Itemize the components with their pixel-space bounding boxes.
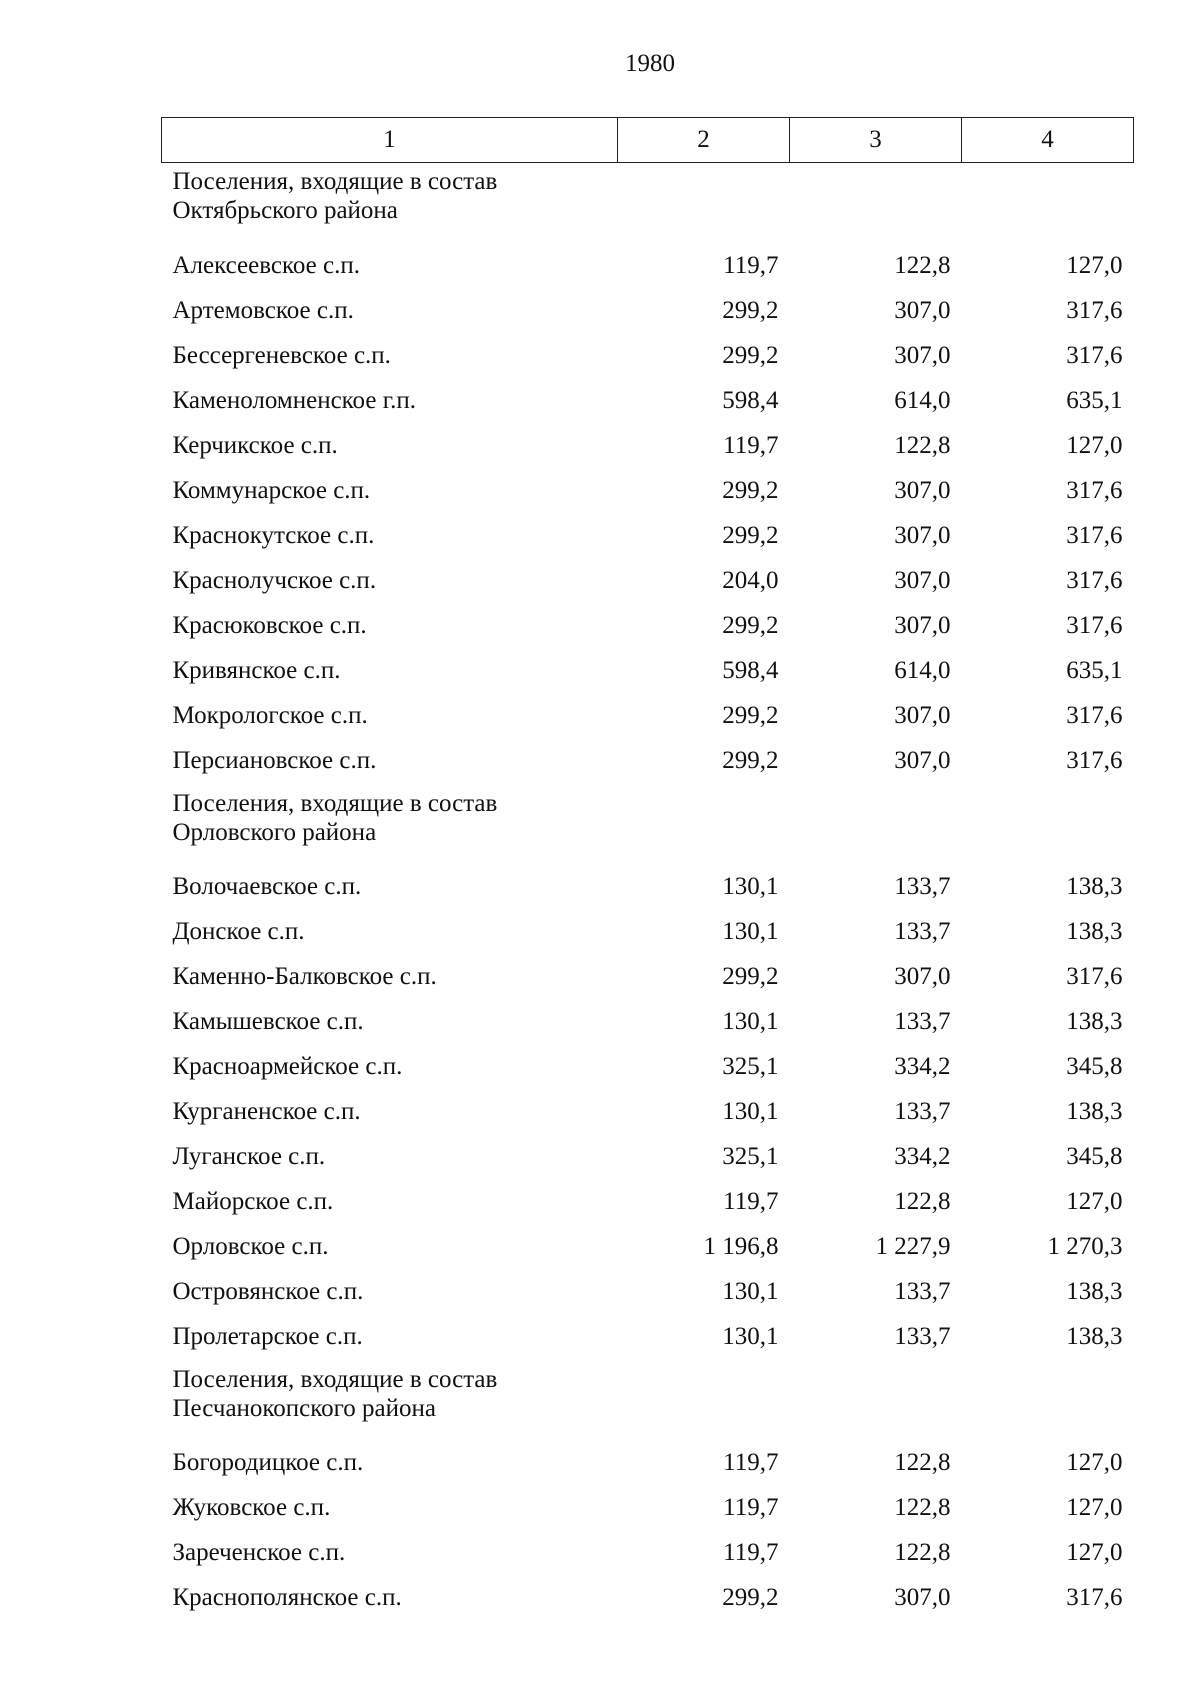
group-heading-row <box>162 1359 1134 1440</box>
value-col-2: 119,7 <box>723 1538 779 1566</box>
page-number: 1980 <box>625 50 675 77</box>
settlement-name: Кривянское с.п. <box>172 656 341 684</box>
value-col-3: 133,7 <box>894 1097 951 1125</box>
value-col-4: 127,0 <box>1066 1448 1123 1476</box>
table-row <box>162 423 1134 468</box>
table-row <box>162 1134 1134 1179</box>
settlement-name: Краснокутское с.п. <box>172 521 375 549</box>
table-row <box>162 1044 1134 1089</box>
table-row <box>162 603 1134 648</box>
value-col-4: 138,3 <box>1066 1322 1123 1350</box>
value-col-4: 127,0 <box>1066 1493 1123 1521</box>
settlement-name: Волочаевское с.п. <box>172 872 362 900</box>
value-col-3: 307,0 <box>894 701 951 729</box>
value-col-4: 345,8 <box>1066 1052 1123 1080</box>
value-col-4: 317,6 <box>1066 566 1123 594</box>
value-col-3: 307,0 <box>894 962 951 990</box>
value-col-2: 130,1 <box>722 1322 779 1350</box>
value-col-4: 317,6 <box>1066 1583 1123 1611</box>
value-col-4: 317,6 <box>1066 611 1123 639</box>
value-col-4: 317,6 <box>1066 701 1123 729</box>
empty-cell <box>790 163 962 244</box>
settlement-name: Бессергеневское с.п. <box>172 341 391 369</box>
table-row <box>162 1224 1134 1269</box>
value-col-3: 122,8 <box>894 1538 951 1566</box>
value-col-2: 299,2 <box>722 341 779 369</box>
table-row <box>162 1440 1134 1485</box>
value-col-4: 138,3 <box>1066 872 1123 900</box>
table-row <box>162 468 1134 513</box>
table-row <box>162 909 1134 954</box>
column-header-2: 2 <box>618 118 790 163</box>
empty-cell <box>618 163 790 244</box>
settlement-name: Артемовское с.п. <box>172 296 354 324</box>
settlement-name: Каменоломненское г.п. <box>172 386 417 414</box>
value-col-3: 307,0 <box>894 1583 951 1611</box>
empty-cell <box>618 1359 790 1440</box>
table-row <box>162 1575 1134 1620</box>
settlement-name: Краснолучское с.п. <box>172 566 377 594</box>
header-row <box>162 118 1134 163</box>
empty-cell <box>618 783 790 864</box>
table-row <box>162 288 1134 333</box>
settlement-name: Донское с.п. <box>172 917 305 945</box>
value-col-4: 127,0 <box>1066 431 1123 459</box>
value-col-3: 122,8 <box>894 1187 951 1215</box>
table-row <box>162 999 1134 1044</box>
value-col-3: 307,0 <box>894 341 951 369</box>
group-heading: Поселения, входящие в состав Песчанокопского района <box>172 1366 498 1422</box>
settlement-name: Орловское с.п. <box>172 1232 329 1260</box>
value-col-2: 299,2 <box>722 746 779 774</box>
value-col-4: 345,8 <box>1066 1142 1123 1170</box>
value-col-2: 1 196,8 <box>703 1232 779 1260</box>
value-col-4: 138,3 <box>1066 917 1123 945</box>
value-col-2: 130,1 <box>722 917 779 945</box>
value-col-4: 317,6 <box>1066 341 1123 369</box>
value-col-3: 122,8 <box>894 251 951 279</box>
value-col-2: 325,1 <box>722 1142 779 1170</box>
value-col-3: 307,0 <box>894 296 951 324</box>
value-col-2: 119,7 <box>723 431 779 459</box>
settlement-name: Богородицкое с.п. <box>172 1448 364 1476</box>
value-col-4: 635,1 <box>1066 656 1123 684</box>
value-col-2: 299,2 <box>722 611 779 639</box>
value-col-3: 307,0 <box>894 521 951 549</box>
value-col-4: 317,6 <box>1066 521 1123 549</box>
settlement-name: Красноармейское с.п. <box>172 1052 403 1080</box>
table-row <box>162 1179 1134 1224</box>
value-col-2: 130,1 <box>722 1007 779 1035</box>
group-heading-row <box>162 783 1134 864</box>
value-col-2: 130,1 <box>722 872 779 900</box>
settlement-name: Пролетарское с.п. <box>172 1322 363 1350</box>
settlement-name: Краснополянское с.п. <box>172 1583 402 1611</box>
table-body <box>162 163 1134 1621</box>
empty-cell <box>962 1359 1134 1440</box>
empty-cell <box>962 163 1134 244</box>
table-row <box>162 558 1134 603</box>
table-row <box>162 243 1134 288</box>
table-row <box>162 1269 1134 1314</box>
table-row <box>162 864 1134 909</box>
table-row <box>162 378 1134 423</box>
value-col-4: 138,3 <box>1066 1277 1123 1305</box>
table-row <box>162 1089 1134 1134</box>
value-col-3: 307,0 <box>894 611 951 639</box>
value-col-3: 614,0 <box>894 656 951 684</box>
settlement-name: Каменно-Балковское с.п. <box>172 962 437 990</box>
value-col-3: 133,7 <box>894 1277 951 1305</box>
value-col-2: 119,7 <box>723 1448 779 1476</box>
value-col-3: 307,0 <box>894 566 951 594</box>
settlement-name: Мокрологское с.п. <box>172 701 368 729</box>
settlement-name: Жуковское с.п. <box>172 1493 331 1521</box>
table-row <box>162 1530 1134 1575</box>
value-col-3: 122,8 <box>894 1448 951 1476</box>
value-col-3: 133,7 <box>894 872 951 900</box>
value-col-3: 614,0 <box>894 386 951 414</box>
table-row <box>162 738 1134 783</box>
empty-cell <box>962 783 1134 864</box>
table-row <box>162 693 1134 738</box>
value-col-2: 299,2 <box>722 962 779 990</box>
value-col-2: 299,2 <box>722 476 779 504</box>
column-header-3: 3 <box>790 118 962 163</box>
table-row <box>162 648 1134 693</box>
value-col-3: 334,2 <box>894 1052 951 1080</box>
value-col-3: 133,7 <box>894 1007 951 1035</box>
table-row <box>162 1314 1134 1359</box>
value-col-3: 1 227,9 <box>875 1232 951 1260</box>
settlement-name: Красюковское с.п. <box>172 611 367 639</box>
settlement-name: Курганенское с.п. <box>172 1097 361 1125</box>
value-col-3: 122,8 <box>894 431 951 459</box>
value-col-2: 119,7 <box>723 251 779 279</box>
value-col-4: 635,1 <box>1066 386 1123 414</box>
value-col-4: 317,6 <box>1066 962 1123 990</box>
value-col-3: 122,8 <box>894 1493 951 1521</box>
table-row <box>162 954 1134 999</box>
value-col-2: 299,2 <box>722 521 779 549</box>
value-col-4: 317,6 <box>1066 476 1123 504</box>
value-col-2: 130,1 <box>722 1097 779 1125</box>
settlement-name: Луганское с.п. <box>172 1142 326 1170</box>
settlement-name: Алексеевское с.п. <box>172 251 360 279</box>
table-row <box>162 333 1134 378</box>
value-col-2: 130,1 <box>722 1277 779 1305</box>
table-row <box>162 513 1134 558</box>
value-col-2: 119,7 <box>723 1187 779 1215</box>
value-col-2: 299,2 <box>722 296 779 324</box>
table-header <box>162 118 1134 163</box>
value-col-4: 138,3 <box>1066 1097 1123 1125</box>
value-col-3: 307,0 <box>894 476 951 504</box>
value-col-4: 127,0 <box>1066 1187 1123 1215</box>
empty-cell <box>790 1359 962 1440</box>
settlement-name: Коммунарское с.п. <box>172 476 371 504</box>
data-table <box>161 117 1134 1620</box>
value-col-2: 204,0 <box>722 566 779 594</box>
column-header-4: 4 <box>962 118 1134 163</box>
table-row <box>162 1485 1134 1530</box>
value-col-4: 1 270,3 <box>1047 1232 1123 1260</box>
value-col-3: 334,2 <box>894 1142 951 1170</box>
group-heading-row <box>162 163 1134 244</box>
empty-cell <box>790 783 962 864</box>
group-heading: Поселения, входящие в состав Орловского района <box>172 790 498 846</box>
value-col-2: 299,2 <box>722 1583 779 1611</box>
settlement-name: Камышевское с.п. <box>172 1007 364 1035</box>
value-col-2: 299,2 <box>722 701 779 729</box>
group-heading: Поселения, входящие в состав Октябрьского района <box>172 168 498 224</box>
value-col-4: 138,3 <box>1066 1007 1123 1035</box>
value-col-2: 598,4 <box>722 656 779 684</box>
value-col-3: 133,7 <box>894 1322 951 1350</box>
value-col-4: 317,6 <box>1066 746 1123 774</box>
settlement-name: Островянское с.п. <box>172 1277 364 1305</box>
value-col-3: 307,0 <box>894 746 951 774</box>
settlement-name: Персиановское с.п. <box>172 746 377 774</box>
value-col-2: 325,1 <box>722 1052 779 1080</box>
value-col-4: 127,0 <box>1066 251 1123 279</box>
settlement-name: Майорское с.п. <box>172 1187 334 1215</box>
column-header-1: 1 <box>162 118 618 163</box>
value-col-2: 119,7 <box>723 1493 779 1521</box>
value-col-2: 598,4 <box>722 386 779 414</box>
value-col-3: 133,7 <box>894 917 951 945</box>
settlement-name: Керчикское с.п. <box>172 431 338 459</box>
value-col-4: 317,6 <box>1066 296 1123 324</box>
value-col-4: 127,0 <box>1066 1538 1123 1566</box>
settlement-name: Зареченское с.п. <box>172 1538 346 1566</box>
